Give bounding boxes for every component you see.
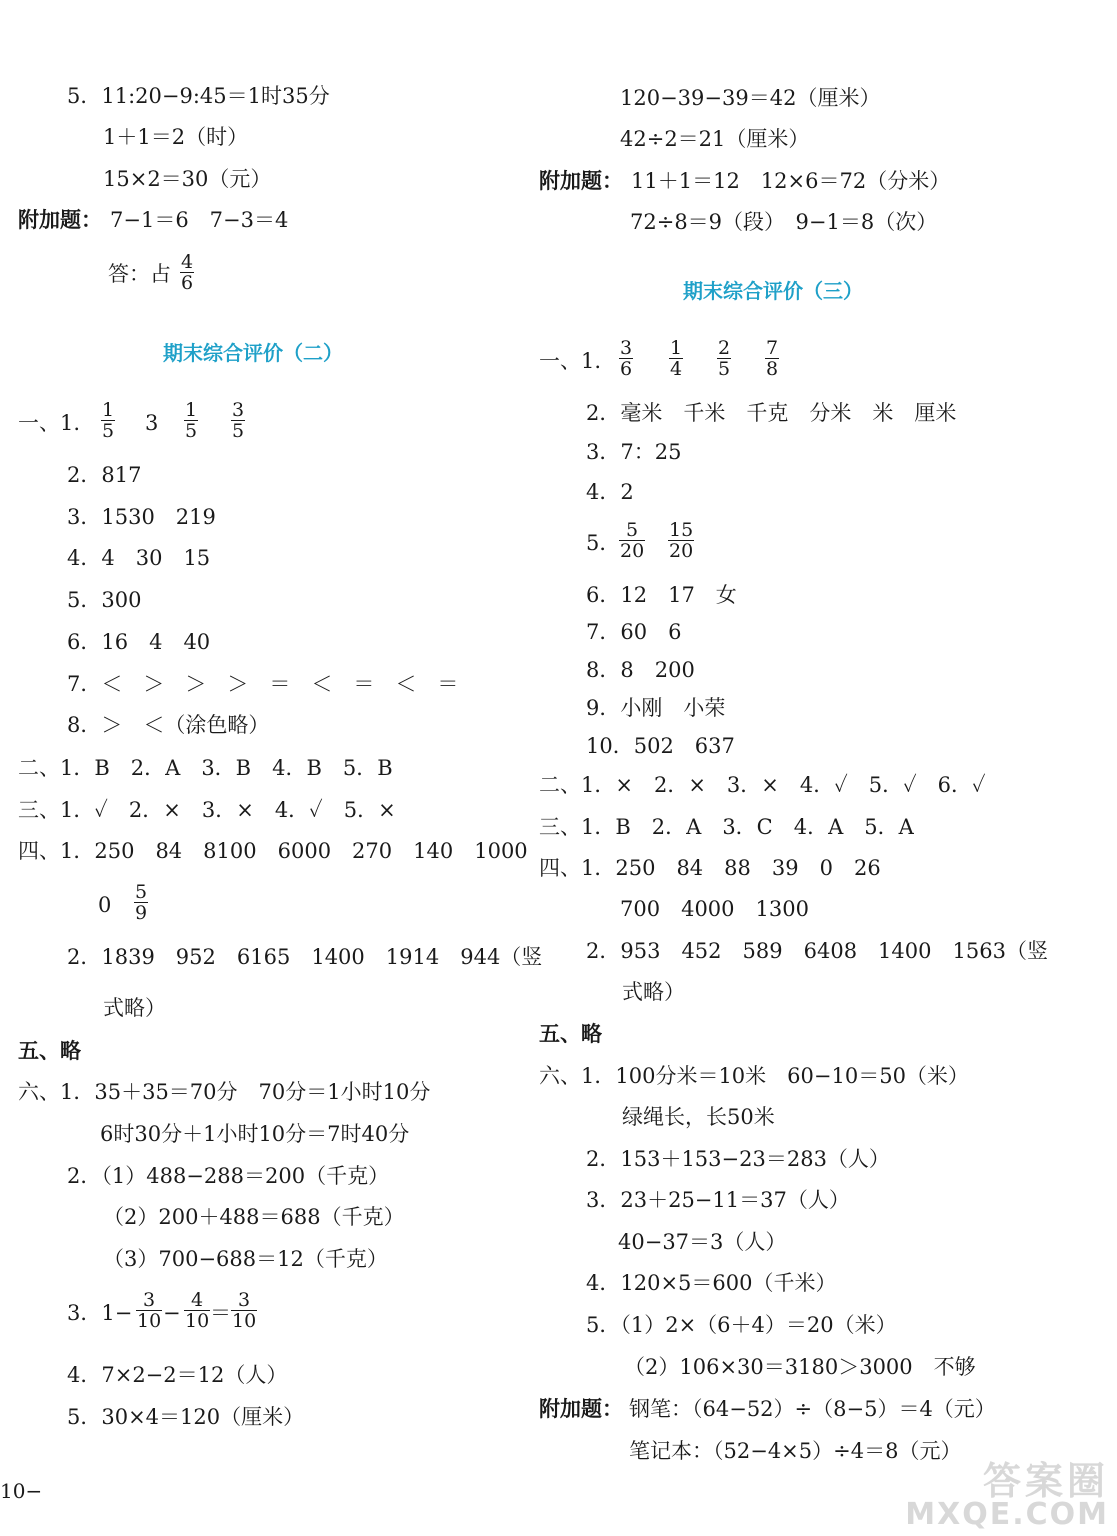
left-s4-q2: 2．1839 952 6165 1400 1914 944（竖 <box>67 945 543 969</box>
right-s6-q2: 2．153＋153−23＝283（人） <box>586 1147 890 1171</box>
page-number: 10− <box>0 1479 43 1503</box>
right-s1-q5-frac1: $\frac{5}{20}$ <box>620 519 645 562</box>
left-s6-q2-line2: （2）200＋488＝688（千克） <box>103 1205 405 1229</box>
left-q5-line3: 15×2＝30（元） <box>103 167 272 191</box>
left-s1-q1-frac3: $\frac{3}{5}$ <box>232 399 245 442</box>
left-s6-q2: 2．（1）488−288＝200（千克） <box>67 1164 390 1188</box>
left-s1-q1-prefix: 一、1. <box>18 411 81 435</box>
left-q5-line2: 1＋1＝2（时） <box>103 125 249 149</box>
right-s4-q1: 四、1．250 84 88 39 0 26 <box>539 856 881 880</box>
left-s4-q1-zero: 0 <box>98 893 112 917</box>
left-s6-q3-frac2: $\frac{4}{10}$ <box>185 1289 210 1332</box>
right-s1-q8: 8．8 200 <box>586 658 695 682</box>
right-s1-q1-prefix: 一、1. <box>539 349 602 373</box>
right-s6-q5-line2: （2）106×30＝3180＞3000 不够 <box>624 1355 976 1379</box>
left-s2: 二、1．B 2．A 3．B 4．B 5．B <box>18 756 393 780</box>
right-s1-q3: 3．7：25 <box>586 440 682 464</box>
right-extra2-line1: 钢笔：（64−52）÷（8−5）＝4（元） <box>629 1397 996 1421</box>
right-s5: 五、略 <box>539 1022 602 1046</box>
left-s6-q4: 4．7×2−2＝12（人） <box>67 1363 288 1387</box>
right-s1-q7: 7．60 6 <box>586 620 682 644</box>
left-answer-prefix: 答：占 <box>108 262 171 286</box>
left-s6-q3-prefix: 3．1− <box>67 1301 133 1325</box>
left-q5-line1: 5．11:20−9:45＝1时35分 <box>67 84 330 108</box>
left-extra-line1: 7−1＝6 7−3＝4 <box>110 208 289 232</box>
right-s1-q9: 9．小刚 小荣 <box>586 696 726 720</box>
right-s3: 三、1．B 2．A 3．C 4．A 5．A <box>539 815 914 839</box>
right-s1-q10: 10．502 637 <box>586 734 735 758</box>
left-extra-label: 附加题： <box>18 208 102 232</box>
left-s1-q3: 3．1530 219 <box>67 505 216 529</box>
right-s6-q1-line2: 绿绳长，长50米 <box>622 1105 775 1129</box>
left-s1-q1-mid: 3 <box>145 411 159 435</box>
right-s6-q3: 3．23＋25−11＝37（人） <box>586 1188 850 1212</box>
right-extra-line1: 11＋1＝12 12×6＝72（分米） <box>631 169 951 193</box>
right-extra2-label: 附加题： <box>539 1397 623 1421</box>
right-s4-q2: 2．953 452 589 6408 1400 1563（竖 <box>586 939 1048 963</box>
left-s1-q5: 5．300 <box>67 588 142 612</box>
right-s1-q5-frac2: $\frac{15}{20}$ <box>669 519 694 562</box>
left-s1-q8: 8．＞ ＜（涂色略） <box>67 713 270 737</box>
left-answer-fraction: $\frac{4}{6}$ <box>181 251 194 294</box>
watermark-line1: 答案圈 <box>982 1459 1109 1503</box>
right-s1-q1-frac2: $\frac{1}{4}$ <box>670 337 683 380</box>
left-s1-q1-frac1: $\frac{1}{5}$ <box>102 399 115 442</box>
right-s1-q1-frac4: $\frac{7}{8}$ <box>766 337 779 380</box>
heading-evaluation-2: 期末综合评价（二） <box>163 341 343 365</box>
left-s6-q5: 5．30×4＝120（厘米） <box>67 1405 305 1429</box>
right-s1-q5-prefix: 5． <box>586 531 621 555</box>
left-s4-q2-cont: 式略） <box>103 996 166 1020</box>
right-s1-q2: 2．毫米 千米 千克 分米 米 厘米 <box>586 401 957 425</box>
left-s6-q3-op2: ＝ <box>210 1301 231 1325</box>
watermark-line2: MXQE.COM <box>905 1497 1109 1532</box>
left-s1-q7: 7．＜ ＞ ＞ ＞ ＝ ＜ ＝ ＜ ＝ <box>67 672 459 696</box>
left-s1-q6: 6．16 4 40 <box>67 630 211 654</box>
right-s1-q6: 6．12 17 女 <box>586 583 737 607</box>
right-s1-q1-frac3: $\frac{2}{5}$ <box>718 337 731 380</box>
right-top-line2: 42÷2＝21（厘米） <box>620 127 810 151</box>
right-extra2-line2: 笔记本：（52−4×5）÷4＝8（元） <box>629 1439 962 1463</box>
left-s5: 五、略 <box>18 1039 81 1063</box>
right-s1-q1-frac1: $\frac{3}{6}$ <box>620 337 633 380</box>
watermark <box>905 1459 1109 1532</box>
right-s1-q4: 4．2 <box>586 480 634 504</box>
left-s4-q1: 四、1．250 84 8100 6000 270 140 1000 <box>18 839 528 863</box>
right-s6-q4: 4．120×5＝600（千米） <box>586 1271 837 1295</box>
left-s1-q4: 4．4 30 15 <box>67 546 211 570</box>
left-s1-q1-frac2: $\frac{1}{5}$ <box>185 399 198 442</box>
left-s6-q3-op1: − <box>163 1301 181 1325</box>
left-s4-q1-fraction: $\frac{5}{9}$ <box>135 881 148 924</box>
right-s6-q3-line2: 40−37＝3（人） <box>618 1230 787 1254</box>
right-extra-line2: 72÷8＝9（段） 9−1＝8（次） <box>630 210 938 234</box>
left-s1-q2: 2．817 <box>67 463 142 487</box>
left-s6-q1-line2: 6时30分＋1小时10分＝7时40分 <box>100 1122 410 1146</box>
right-s6-q5: 5．（1）2×（6＋4）＝20（米） <box>586 1313 897 1337</box>
right-s2: 二、1．× 2．× 3．× 4．✓ 5．✓ 6．✓ <box>539 773 986 797</box>
right-s4-q2-cont: 式略） <box>622 980 685 1004</box>
right-s6-q1: 六、1．100分米＝10米 60−10＝50（米） <box>539 1064 969 1088</box>
left-s3: 三、1．✓ 2．× 3．× 4．✓ 5．× <box>18 798 396 822</box>
right-extra-label: 附加题： <box>539 169 623 193</box>
left-s6-q2-line3: （3）700−688＝12（千克） <box>103 1247 388 1271</box>
right-s4-q1-line2: 700 4000 1300 <box>620 897 809 921</box>
left-s6-q3-frac3: $\frac{3}{10}$ <box>232 1289 257 1332</box>
heading-evaluation-3: 期末综合评价（三） <box>683 279 863 303</box>
right-top-line1: 120−39−39＝42（厘米） <box>620 86 881 110</box>
left-s6-q1: 六、1．35＋35＝70分 70分＝1小时10分 <box>18 1080 431 1104</box>
left-s6-q3-frac1: $\frac{3}{10}$ <box>137 1289 162 1332</box>
